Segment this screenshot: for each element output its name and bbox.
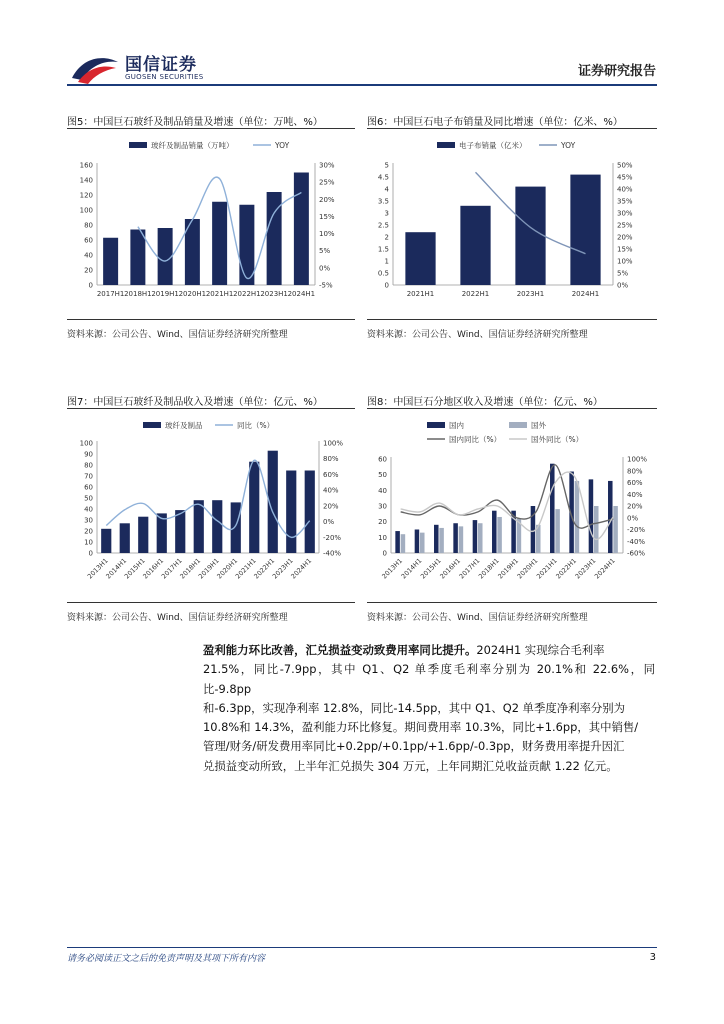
right-tick-label: 60% (627, 479, 643, 487)
left-tick-label: 5 (384, 161, 389, 170)
left-tick-label: 3 (384, 209, 389, 218)
para-bold-lead: 盈利能力环比改善，汇兑损益变动致费用率同比提升。 (203, 643, 477, 657)
para-line-2: 和-6.3pp，实现净利率 12.8%，同比-14.5pp，其中 Q1、Q2 单季度净利率分别为 (203, 700, 626, 715)
series-line (106, 460, 310, 537)
left-tick-label: 50 (84, 494, 93, 503)
x-tick-label: 2018H1 (124, 290, 152, 298)
left-tick-label: 2 (384, 233, 389, 242)
x-tick-label: 2019H1 (496, 556, 521, 581)
x-tick-label: 2015H1 (419, 556, 443, 581)
right-tick-label: 25% (617, 221, 633, 230)
bar-mark (120, 523, 130, 553)
left-tick-label: 50 (378, 471, 387, 480)
x-tick-label: 2015H1 (122, 556, 147, 581)
x-tick-label: 2024H1 (289, 556, 314, 581)
bar-mark (405, 232, 435, 285)
left-tick-label: 0 (88, 281, 93, 290)
bar-mark (415, 530, 420, 554)
fig5-title: 图5：中国巨石玻纤及制品销量及增速（单位：万吨、%） (67, 117, 323, 128)
right-tick-label: -40% (323, 549, 342, 558)
left-tick-label: 4 (384, 185, 389, 194)
legend-swatch (427, 422, 445, 428)
bar-mark (608, 481, 613, 553)
x-tick-label: 2017H1 (457, 556, 482, 581)
right-tick-label: 10% (617, 257, 633, 266)
x-tick-label: 2016H1 (141, 556, 166, 581)
fig6-bottom-line (367, 319, 657, 320)
x-tick-label: 2018H1 (178, 556, 203, 581)
left-tick-label: 60 (378, 455, 387, 464)
left-tick-label: 20 (84, 527, 93, 536)
x-tick-label: 2019H1 (151, 290, 179, 298)
para-line-1: 21.5%，同比-7.9pp，其中 Q1、Q2 单季度毛利率分别为 20.1%和 22.6%，同比-9.8pp (203, 662, 655, 696)
right-tick-label: 100% (323, 439, 344, 448)
legend-label: YOY (561, 141, 576, 150)
right-tick-label: 80% (323, 455, 339, 464)
x-tick-label: 2013H1 (380, 556, 405, 581)
right-tick-label: 10% (319, 230, 335, 239)
x-tick-label: 2018H1 (477, 556, 501, 581)
guosen-logo-icon (68, 52, 122, 86)
bar-mark (294, 173, 309, 286)
left-tick-label: 2.5 (377, 221, 389, 230)
left-tick-label: 160 (79, 161, 93, 170)
fig8-title: 图8：中国巨石分地区收入及增速（单位：亿元、%） (367, 397, 603, 408)
right-tick-label: 20% (323, 502, 339, 511)
x-tick-label: 2020H1 (515, 556, 540, 581)
legend-label: YOY (275, 141, 290, 150)
bar-mark (473, 520, 478, 553)
left-tick-label: 90 (84, 450, 93, 459)
x-tick-label: 2023H1 (270, 556, 295, 581)
logo-en-text: GUOSEN SECURITIES (125, 73, 204, 81)
bar-mark (497, 517, 502, 553)
x-tick-label: 2016H1 (438, 556, 463, 581)
header-divider (67, 84, 657, 86)
right-tick-label: 5% (319, 247, 331, 256)
bar-mark (570, 175, 600, 285)
bar-mark (103, 238, 118, 285)
legend-label: 国内同比（%） (449, 435, 502, 444)
fig5-chart (67, 133, 355, 318)
x-tick-label: 2014H1 (104, 556, 129, 581)
left-tick-label: 20 (84, 266, 93, 275)
bar-mark (453, 523, 458, 553)
bar-mark (101, 529, 111, 553)
left-tick-label: 0.5 (377, 269, 389, 278)
left-tick-label: 1 (384, 257, 389, 266)
right-tick-label: 25% (319, 178, 335, 187)
fig8-top-line (367, 408, 657, 409)
x-tick-label: 2023H1 (516, 290, 545, 298)
bar-mark (305, 471, 315, 554)
legend-label: 玻纤及制品 (165, 421, 203, 430)
left-tick-label: 140 (79, 176, 93, 185)
left-tick-label: 60 (84, 236, 93, 245)
left-tick-label: 1.5 (377, 245, 389, 254)
legend-swatch (129, 142, 147, 148)
para-line-5: 兑损益变动所致，上半年汇兑损失 304 万元，上年同期汇兑收益贡献 1.22 亿元。 (203, 758, 618, 773)
right-tick-label: 0% (319, 264, 331, 273)
bar-mark (439, 528, 444, 553)
legend-label: 玻纤及制品销量（万吨） (151, 141, 234, 150)
bar-mark (459, 526, 464, 553)
right-tick-label: -20% (627, 526, 646, 534)
bar-mark (286, 471, 296, 554)
right-tick-label: 50% (617, 161, 633, 170)
x-tick-label: 2019H1 (196, 556, 221, 581)
x-tick-label: 2017H1 (159, 556, 184, 581)
bar-mark (231, 502, 241, 553)
right-tick-label: 15% (319, 212, 335, 221)
bar-mark (460, 206, 490, 285)
bar-mark (401, 534, 406, 553)
para-line-3: 10.8%和 14.3%，盈利能力环比修复。期间费用率 10.3%，同比+1.6pp，其中销售/ (203, 720, 639, 735)
bar-mark (550, 464, 555, 553)
legend-label: 电子布销量（亿米） (459, 141, 527, 150)
bar-mark (175, 510, 185, 553)
x-tick-label: 2013H1 (85, 556, 110, 581)
right-tick-label: 35% (617, 197, 633, 206)
x-tick-label: 2023H1 (260, 290, 288, 298)
bar-mark (212, 202, 227, 285)
bar-mark (434, 525, 439, 553)
fig7-bottom-line (67, 602, 355, 603)
bar-mark (130, 230, 145, 286)
left-tick-label: 3.5 (377, 197, 389, 206)
footer-disclaimer: 请务必阅读正文之后的免责声明及其项下所有内容 (67, 954, 266, 964)
bar-mark (515, 187, 545, 285)
page-number: 3 (649, 952, 656, 963)
x-tick-label: 2022H1 (233, 290, 261, 298)
bar-mark (194, 500, 204, 553)
right-tick-label: 30% (319, 161, 335, 170)
legend-label: 同比（%） (237, 421, 275, 430)
bar-mark (249, 462, 259, 553)
bar-mark (594, 506, 599, 553)
bar-mark (492, 511, 497, 553)
fig5-source: 资料来源：公司公告、Wind、国信证券经济研究所整理 (67, 330, 288, 340)
x-tick-label: 2022H1 (461, 290, 490, 298)
right-tick-label: -60% (627, 549, 646, 558)
bar-mark (239, 205, 254, 285)
bar-mark (138, 517, 148, 553)
fig7-chart (67, 413, 355, 601)
left-tick-label: 40 (84, 251, 93, 260)
left-tick-label: 70 (84, 472, 93, 481)
left-tick-label: 30 (84, 516, 93, 525)
right-tick-label: 100% (627, 455, 648, 464)
right-tick-label: 80% (627, 467, 643, 476)
x-tick-label: 2014H1 (399, 556, 424, 581)
right-tick-label: 0% (627, 514, 639, 523)
bar-mark (420, 533, 425, 553)
x-tick-label: 2020H1 (215, 556, 240, 581)
x-tick-label: 2023H1 (573, 556, 598, 581)
left-tick-label: 0 (88, 549, 93, 558)
left-tick-label: 120 (79, 191, 93, 200)
para-line (203, 641, 655, 660)
legend-label: 国内 (449, 421, 464, 430)
fig7-title: 图7：中国巨石玻纤及制品收入及增速（单位：亿元、%） (67, 397, 323, 408)
right-tick-label: 30% (617, 209, 633, 218)
x-tick-label: 2024H1 (571, 290, 600, 298)
bar-mark (589, 479, 594, 553)
right-tick-label: -20% (323, 533, 342, 542)
bar-mark (478, 523, 483, 553)
x-tick-label: 2017H1 (96, 290, 125, 298)
fig5-bottom-line (67, 319, 355, 320)
fig8-bottom-line (367, 602, 657, 603)
left-tick-label: 30 (378, 502, 387, 511)
fig6-title: 图6：中国巨石电子布销量及同比增速（单位：亿米、%） (367, 117, 623, 128)
right-tick-label: 60% (323, 470, 339, 479)
para-line-4: 管理/财务/研发费用率同比+0.2pp/+0.1pp/+1.6pp/-0.3pp，财务费用率提升因汇 (203, 739, 625, 754)
fig8-source: 资料来源：公司公告、Wind、国信证券经济研究所整理 (367, 613, 588, 623)
left-tick-label: 0 (382, 549, 387, 558)
x-tick-label: 2024H1 (593, 556, 617, 581)
right-tick-label: 40% (323, 486, 339, 495)
right-tick-label: -40% (627, 537, 646, 546)
bar-mark (575, 481, 580, 553)
right-tick-label: -5% (319, 281, 333, 290)
left-tick-label: 100 (79, 439, 93, 448)
left-tick-label: 40 (378, 486, 387, 495)
analysis-paragraph (203, 641, 655, 776)
x-tick-label: 2021H1 (406, 290, 435, 298)
bar-mark (555, 509, 560, 553)
fig8-chart (367, 413, 657, 601)
x-tick-label: 2022H1 (554, 556, 579, 581)
fig7-top-line (67, 408, 355, 409)
left-tick-label: 40 (84, 505, 93, 514)
x-tick-label: 2024H1 (287, 290, 316, 298)
right-tick-label: 20% (617, 233, 633, 242)
series-line (401, 472, 614, 539)
para-line-0: 2024H1 实现综合毛利率 (476, 643, 605, 657)
right-tick-label: 20% (319, 195, 335, 204)
report-type-title: 证券研究报告 (577, 64, 656, 79)
left-tick-label: 80 (84, 221, 93, 230)
bar-mark (613, 506, 618, 553)
right-tick-label: 0% (323, 518, 335, 527)
left-tick-label: 10 (378, 533, 387, 542)
left-tick-label: 100 (79, 206, 93, 215)
fig6-source: 资料来源：公司公告、Wind、国信证券经济研究所整理 (367, 330, 588, 340)
fig5-top-line (67, 128, 355, 129)
right-tick-label: 15% (617, 245, 633, 254)
right-tick-label: 40% (617, 185, 633, 194)
fig6-top-line (367, 128, 657, 129)
legend-swatch (509, 422, 527, 428)
left-tick-label: 60 (84, 483, 93, 492)
right-tick-label: 45% (617, 173, 633, 182)
logo-cn-text: 国信证券 (125, 55, 197, 75)
left-tick-label: 10 (84, 538, 93, 547)
right-tick-label: 20% (627, 502, 643, 511)
x-tick-label: 2021H1 (233, 556, 258, 581)
left-tick-label: 80 (84, 461, 93, 470)
footer-divider (67, 947, 657, 948)
right-tick-label: 0% (617, 281, 629, 290)
legend-swatch (143, 422, 161, 428)
left-tick-label: 0 (384, 281, 389, 290)
legend-label: 国外同比（%） (531, 435, 584, 444)
x-tick-label: 2020H1 (178, 290, 207, 298)
fig7-source: 资料来源：公司公告、Wind、国信证券经济研究所整理 (67, 613, 288, 623)
x-tick-label: 2021H1 (535, 556, 559, 581)
left-tick-label: 20 (378, 518, 387, 527)
legend-swatch (437, 142, 455, 148)
x-tick-label: 2021H1 (205, 290, 234, 298)
legend-label: 国外 (531, 421, 546, 430)
left-tick-label: 4.5 (377, 173, 389, 182)
right-tick-label: 40% (627, 490, 643, 499)
bar-mark (212, 500, 222, 553)
right-tick-label: 5% (617, 269, 629, 278)
x-tick-label: 2022H1 (252, 556, 277, 581)
fig6-chart (367, 133, 657, 318)
bar-mark (158, 228, 173, 285)
bar-mark (395, 531, 400, 553)
